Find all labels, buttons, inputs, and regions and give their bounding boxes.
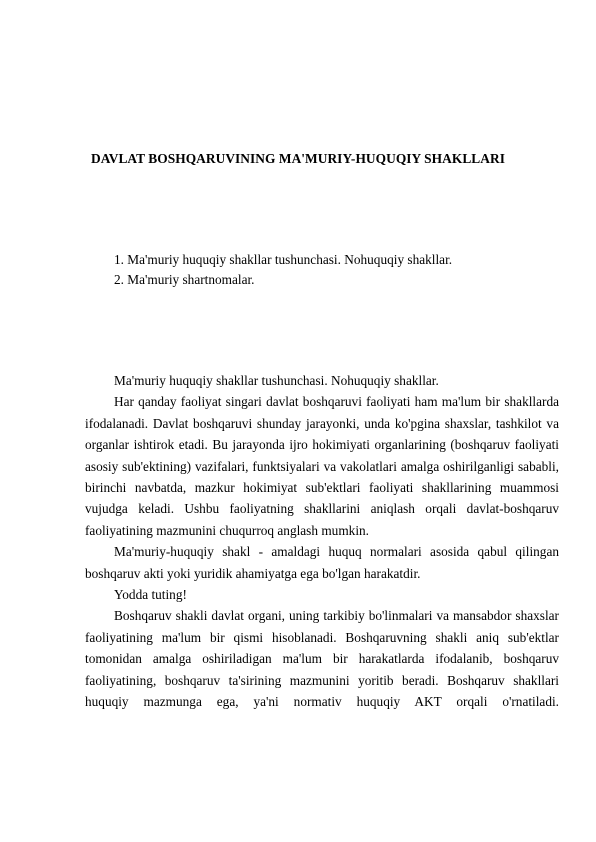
section-heading: Ma'muriy huquqiy shakllar tushunchasi. Nohuquqiy shakllar. xyxy=(114,373,439,388)
toc-item: 1. Ma'muriy huquqiy shakllar tushunchasi. Nohuquqiy shakllar. xyxy=(114,252,453,267)
definition-paragraph: Ma'muriy-huquqiy shakl - amaldagi huquq normalari asosida qabul qilingan boshqaruv akti yoki yuridik ahamiyatga ega bo'lgan harakatdir. xyxy=(85,544,559,581)
toc-item: 2. Ma'muriy shartnomalar. xyxy=(114,272,255,287)
page-title: DAVLAT BOSHQARUVINING MA'MURIY-HUQUQIY SHAKLLARI xyxy=(91,151,505,166)
body-paragraph: Har qanday faoliyat singari davlat boshqaruvi faoliyati ham ma'lum bir shakllarda ifodalanadi. Davlat boshqaruvi shunday jarayonki, unda ko'pgina shaxslar, tashkilot va organlar ishtirok etadi. Bu jarayonda ijro hokimiyati organlarining (boshqaruv faoliyati asosiy sub'ektining) vazifalari, funktsiyalari va vakolatlari amalga oshirilganligi sababli, birinchi navbatda, mazkur hokimiyat sub'ektlari faoliyati shakllarining muammosi vujudga keladi. Ushbu faoliyatning shakllarini aniqlash orqali davlat-boshqaruv faoliyatining mazmunini chuqurroq anglash mumkin. xyxy=(85,394,559,538)
note-paragraph: Yodda tuting! xyxy=(114,587,187,603)
table-of-contents xyxy=(114,250,452,290)
document-body xyxy=(85,370,559,713)
body-paragraph: Boshqaruv shakli davlat organi, uning tarkibiy bo'linmalari va mansabdor shaxslar faoliyatining ma'lum bir qismi hisoblanadi. Boshqaruvning shakli aniq sub'ektlar tomonidan amalga oshiriladigan ma'lum bir harakatlarda ifodalanib, boshqaruv faoliyatining, boshqaruv ta'sirining mazmunini yoritib beradi. Boshqaruv shakllari huquqiy mazmunga ega, ya'ni normativ huquqiy AKT orqali o'rnatiladi. xyxy=(85,608,559,710)
